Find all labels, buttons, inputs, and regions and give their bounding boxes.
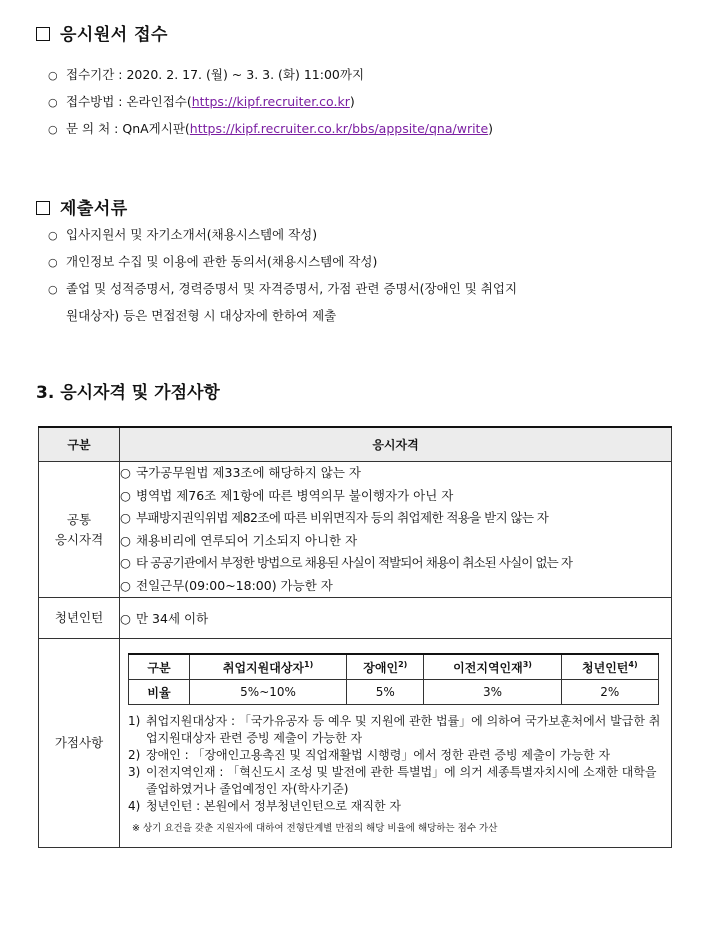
section-title-qualifications: 3. 응시자격 및 가점사항: [36, 383, 220, 403]
qualification-table: [38, 426, 672, 848]
square-bullet-icon: [36, 201, 50, 215]
circle-bullet-icon: ○: [48, 69, 58, 82]
list-item: ○ 병역법 제76조 제1항에 따른 병역의무 불이행자가 아닌 자: [120, 485, 671, 508]
list-item-period: ○ 접수기간 : 2020. 2. 17. (월) ~ 3. 3. (화) 11:00까지: [48, 62, 493, 89]
circle-bullet-icon: ○: [48, 229, 58, 242]
circle-bullet-icon: ○: [120, 487, 131, 503]
circle-bullet-icon: ○: [120, 465, 131, 480]
ratio-col-youth: 청년인턴$^{4)}$: [561, 654, 658, 680]
square-bullet-icon: [36, 27, 50, 41]
circle-bullet-icon: ○: [48, 256, 58, 269]
note-item: 2) 장애인 : 「장애인고용촉진 및 직업재활법 시행령」에서 정한 관련 증빙 제출이 가능한 자: [128, 748, 611, 762]
circle-bullet-icon: ○: [48, 123, 58, 136]
ratio-col-employment: 취업지원대상자$^{1)}$: [190, 654, 347, 680]
note-item: 1) 취업지원대상자 : 「국가유공자 등 예우 및 지원에 관한 법률」에 의하여 국가보훈처에서 발급한 취업지원대상자 관련 증빙 제출이 가능한 자: [128, 714, 661, 745]
section-title-application: 응시원서 접수: [36, 20, 168, 45]
bonus-notes: [120, 713, 671, 847]
list-item-method: ○ 접수방법 : 온라인접수(https://kipf.recruiter.co.kr): [48, 89, 493, 116]
list-item: ○ 타 공공기관에서 부정한 방법으로 채용된 사실이 적발되어 채용이 취소된 사실이 없는 자: [120, 552, 671, 575]
qna-board-link[interactable]: https://kipf.recruiter.co.kr/bbs/appsite/qna/write: [189, 121, 489, 136]
section-title-documents: 제출서류: [36, 194, 128, 219]
table-row-bonus: [39, 639, 672, 848]
list-item: ○ 전일근무(09:00~18:00) 가능한 자: [120, 575, 671, 598]
table-row-youth: [39, 598, 672, 639]
circle-bullet-icon: ○: [120, 611, 131, 626]
circle-bullet-icon: ○: [120, 532, 131, 548]
youth-requirement: ○ 만 34세 이하: [120, 598, 672, 639]
list-item-contact: ○ 문 의 처 : QnA게시판(https://kipf.recruiter.co.kr/bbs/appsite/qna/write): [48, 116, 493, 143]
application-info-list: [48, 62, 493, 143]
list-item: ○ 채용비리에 연루되어 기소되지 아니한 자: [120, 530, 671, 553]
ratio-header-row: 구분 취업지원대상자$^{1)}$ 장애인$^{2)}$ 이전지역인재$^{3)}$ 청년인턴$^{4)}$: [129, 654, 659, 680]
list-item: ○ 부패방지권익위법 제82조에 따른 비위면직자 등의 취업제한 적용을 받지 않는 자: [120, 507, 671, 530]
common-requirements: [120, 462, 672, 598]
ratio-value-row: 비율 5%~10% 5% 3% 2%: [129, 680, 659, 705]
circle-bullet-icon: ○: [120, 555, 131, 570]
list-item: ○ 국가공무원법 제33조에 해당하지 않는 자: [120, 462, 671, 485]
recruit-site-link[interactable]: https://kipf.recruiter.co.kr: [191, 94, 350, 109]
circle-bullet-icon: ○: [48, 283, 58, 296]
circle-bullet-icon: ○: [120, 510, 131, 525]
note-item: 3) 이전지역인재 : 「혁신도시 조성 및 발전에 관한 특별법」에 의거 세종특별자치시에 소재한 대학을 졸업하였거나 졸업예정인 자(학사기준): [128, 765, 657, 796]
row-label-youth: 청년인턴: [39, 598, 120, 639]
circle-bullet-icon: ○: [120, 577, 131, 593]
list-item: ○ 입사지원서 및 자기소개서(채용시스템에 작성): [48, 222, 517, 249]
row-label-bonus: 가점사항: [39, 639, 120, 848]
ratio-col-relocation: 이전지역인재$^{3)}$: [424, 654, 561, 680]
bonus-content: [120, 639, 672, 848]
ratio-col-disabled: 장애인$^{2)}$: [347, 654, 424, 680]
table-header-row: [39, 427, 672, 462]
bonus-ratio-table: [128, 653, 659, 705]
header-qualification: 응시자격: [120, 427, 672, 462]
list-item: ○ 졸업 및 성적증명서, 경력증명서 및 자격증명서, 가점 관련 증명서(장애인 및 취업지: [48, 276, 517, 303]
table-row-common: [39, 462, 672, 598]
circle-bullet-icon: ○: [48, 96, 58, 109]
bonus-footnote: ※ 상기 요건을 갖춘 지원자에 대하여 전형단계별 만점의 해당 비율에 해당하는 점수 가산: [132, 823, 498, 834]
documents-list: [48, 222, 517, 329]
list-item: ○ 개인정보 수집 및 이용에 관한 동의서(채용시스템에 작성): [48, 249, 517, 276]
row-label-common: 공통 응시자격: [39, 462, 120, 598]
list-item-continuation: 원대상자) 등은 면접전형 시 대상자에 한하여 제출: [66, 308, 337, 323]
header-category: 구분: [39, 427, 120, 462]
note-item: 4) 청년인턴 : 본원에서 정부청년인턴으로 재직한 자: [128, 799, 401, 813]
